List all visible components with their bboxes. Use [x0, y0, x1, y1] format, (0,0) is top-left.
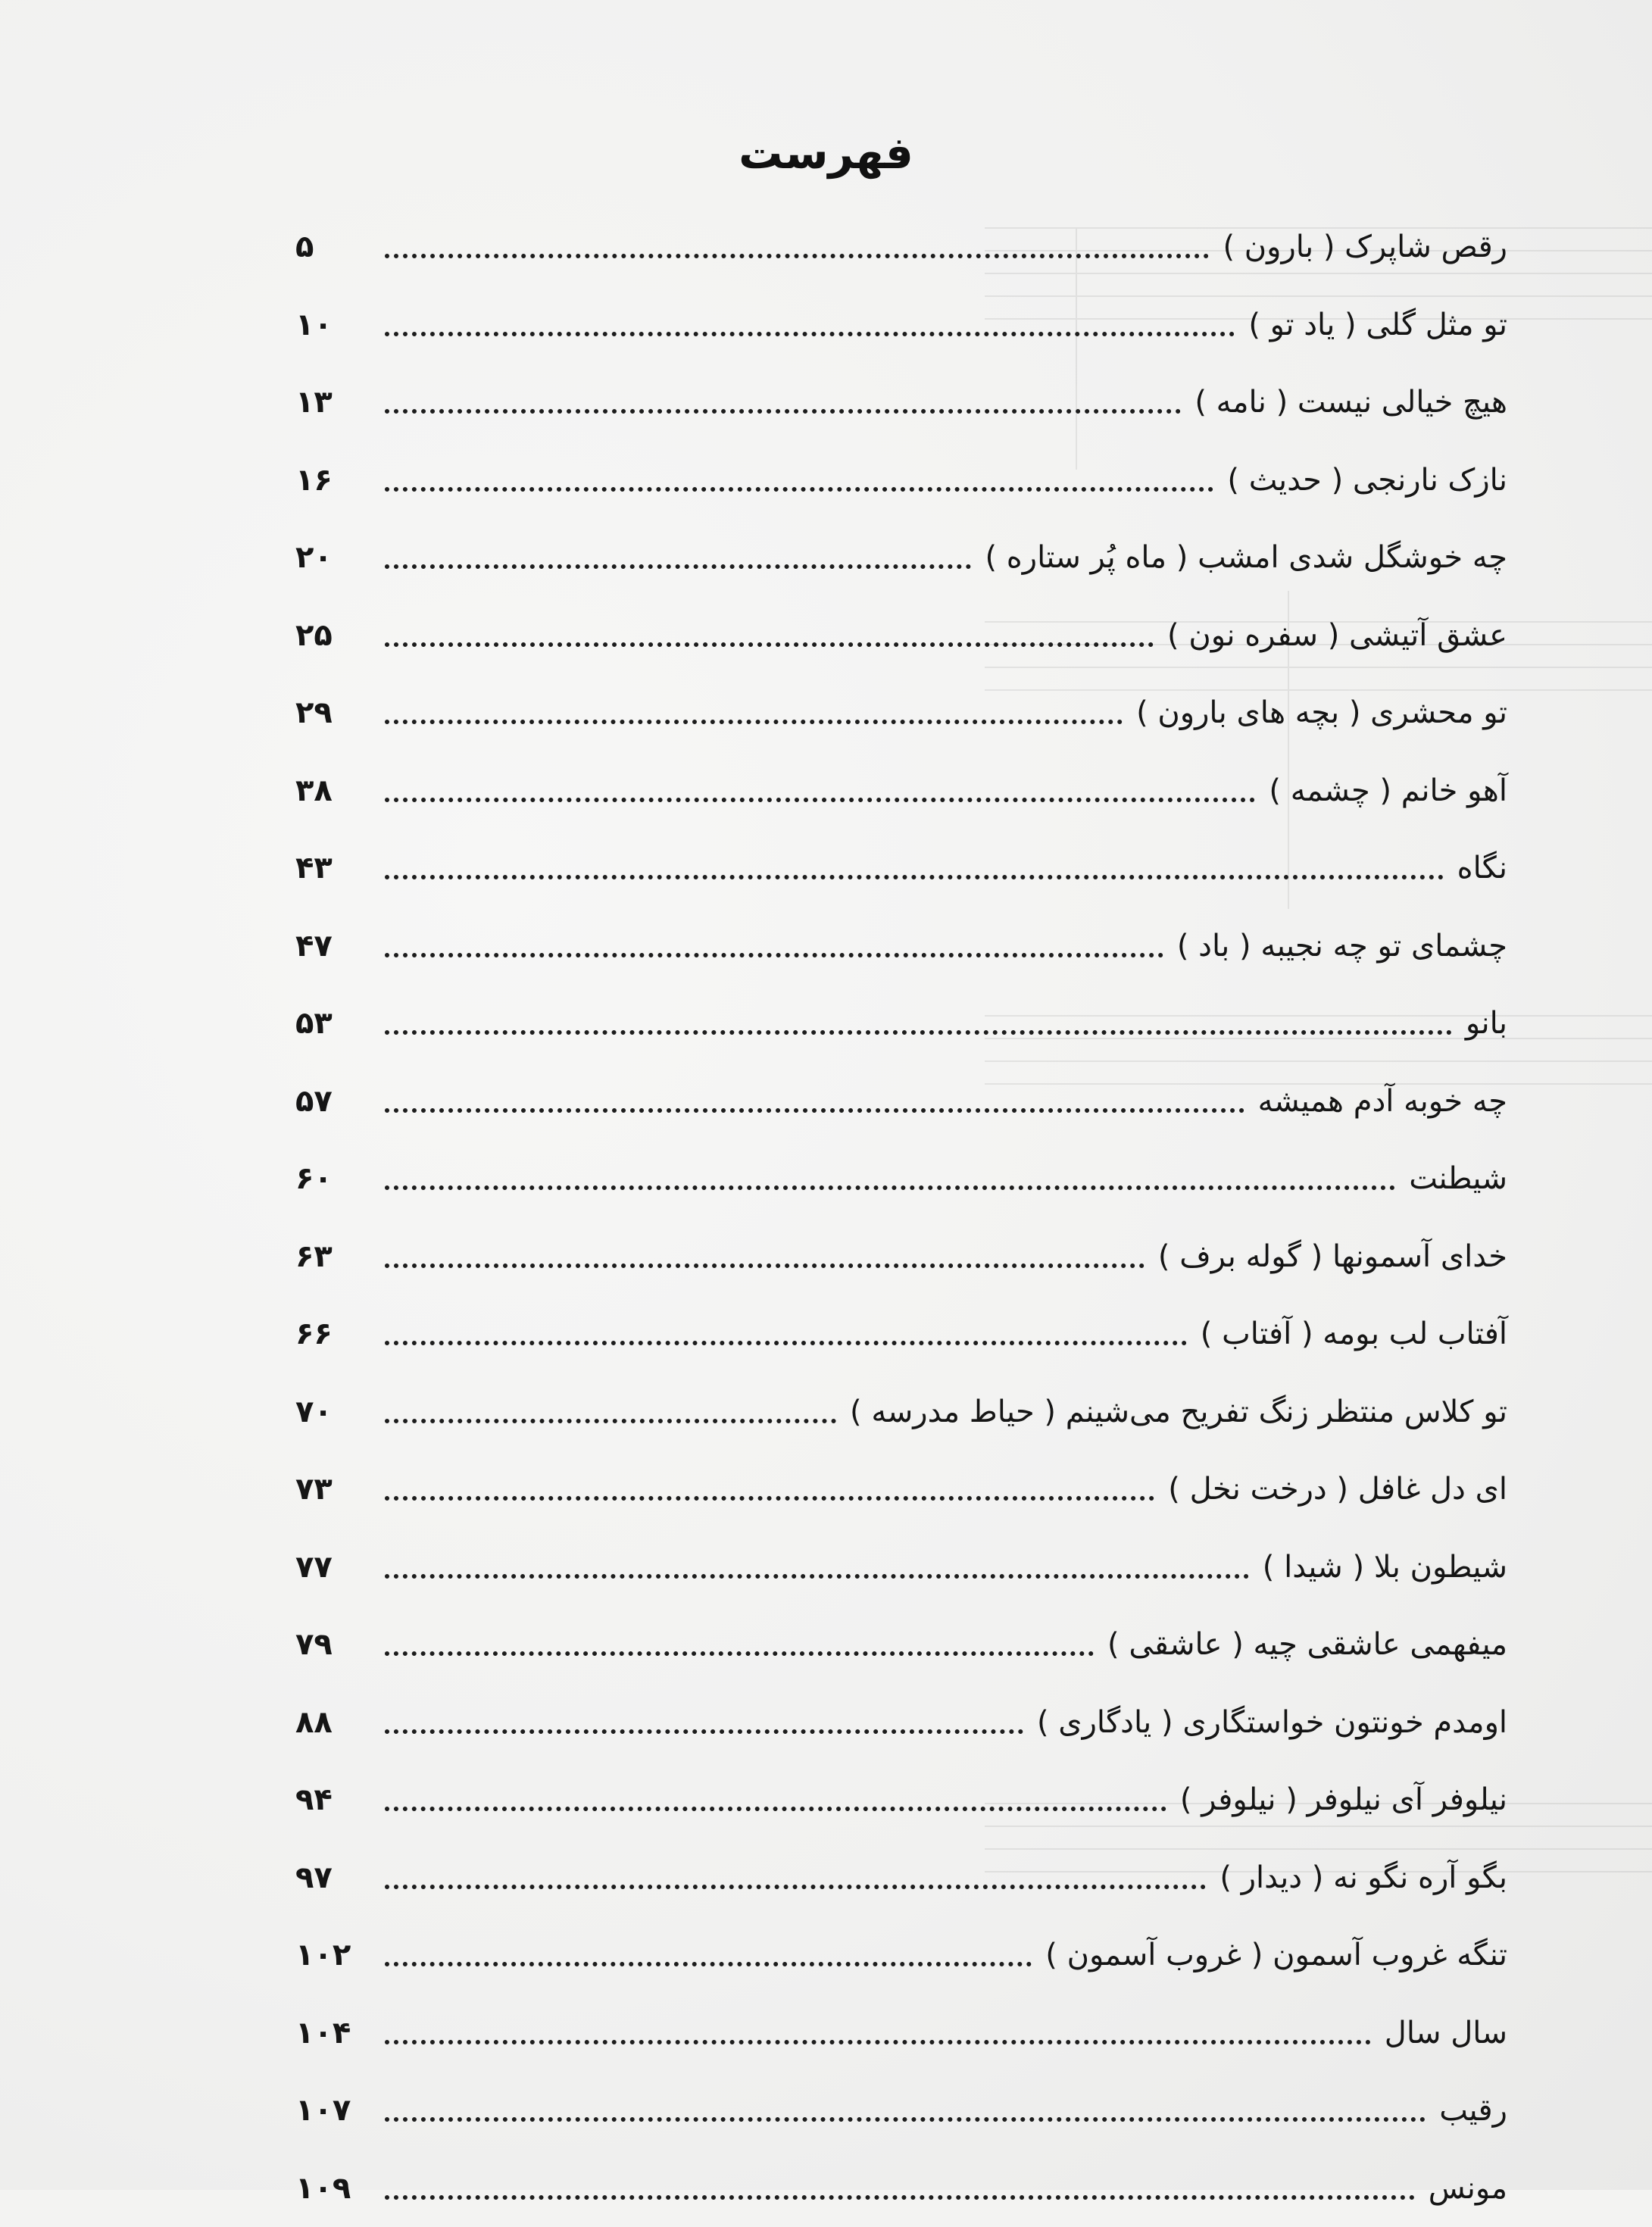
dot-leader	[385, 1729, 1023, 1734]
toc-entry-page-number: ۳۸	[295, 773, 379, 808]
toc-entry	[295, 1684, 1507, 1762]
toc-entry-page-number: ۸۸	[295, 1705, 379, 1740]
toc-entry-page-number: ۱۶	[295, 463, 379, 498]
dot-leader	[385, 1807, 1166, 1811]
toc-entry-title: عشق آتیشی ( سفره نون )	[1160, 618, 1507, 653]
toc-entry-title: چه خوبه آدم همیشه	[1251, 1084, 1507, 1119]
toc-entry	[295, 829, 1507, 907]
dot-leader	[385, 875, 1444, 879]
dot-leader	[385, 1108, 1244, 1113]
toc-entry	[295, 597, 1507, 675]
toc-entry	[295, 1373, 1507, 1451]
toc-entry	[295, 1839, 1507, 1917]
toc-entry-title: چشمای تو چه نجیبه ( باد )	[1170, 929, 1507, 964]
dot-leader	[385, 953, 1163, 957]
toc-entry-title: نیلوفر آی نیلوفر ( نیلوفر )	[1173, 1782, 1507, 1817]
dot-leader	[385, 1574, 1249, 1579]
dot-leader	[385, 1885, 1206, 1889]
toc-entry-page-number: ۹۴	[295, 1782, 379, 1817]
toc-entry	[295, 286, 1507, 364]
toc-entry-page-number: ۵۳	[295, 1006, 379, 1041]
dot-leader	[385, 642, 1154, 647]
toc-entry-title: نگاه	[1450, 851, 1507, 885]
toc-entry-page-number: ۷۹	[295, 1627, 379, 1662]
table-of-contents	[295, 208, 1507, 2227]
toc-entry	[295, 1451, 1507, 1529]
toc-entry-page-number: ۷۷	[295, 1550, 379, 1585]
toc-entry-page-number: ۲۹	[295, 695, 379, 730]
toc-entry-title: چه خوشگل شدی امشب ( ماه پُر ستاره )	[977, 540, 1507, 575]
toc-entry-page-number: ۵۷	[295, 1084, 379, 1119]
toc-entry-title: تو کلاس منتظر زنگ تفریح می‌شینم ( حیاط مدرسه )	[842, 1395, 1507, 1429]
toc-entry	[295, 364, 1507, 442]
toc-entry-title: رقص شاپرک ( بارون )	[1215, 230, 1507, 264]
toc-entry	[295, 1063, 1507, 1141]
dot-leader	[385, 720, 1123, 724]
toc-entry-page-number: ۶۳	[295, 1239, 379, 1274]
toc-entry-title: رقیب	[1432, 2093, 1507, 2128]
toc-entry-page-number: ۷۳	[295, 1472, 379, 1507]
page-title: فهرست	[0, 127, 1652, 179]
dot-leader	[385, 332, 1235, 336]
dot-leader	[385, 1651, 1094, 1656]
toc-entry-page-number: ۱۰۴	[295, 2016, 379, 2051]
toc-entry-page-number: ۶۶	[295, 1317, 379, 1351]
toc-entry-title: نازک نارنجی ( حدیث )	[1219, 463, 1507, 498]
toc-entry	[295, 1761, 1507, 1839]
toc-entry	[295, 442, 1507, 520]
toc-entry	[295, 752, 1507, 830]
toc-entry	[295, 1916, 1507, 1994]
toc-entry-title: سال سال	[1377, 2016, 1507, 2051]
toc-entry	[295, 519, 1507, 597]
toc-entry-page-number: ۱۰	[295, 308, 379, 342]
dot-leader	[385, 409, 1181, 414]
toc-entry	[295, 208, 1507, 286]
toc-entry-title: تو محشری ( بچه های بارون )	[1129, 695, 1507, 730]
toc-entry-page-number: ۵	[295, 230, 379, 264]
dot-leader	[385, 1263, 1145, 1268]
toc-entry-title: شیطون بلا ( شیدا )	[1255, 1550, 1507, 1585]
toc-entry-title: بگو آره نگو نه ( دیدار )	[1212, 1860, 1507, 1895]
toc-entry-title: تنگه غروب آسمون ( غروب آسمون )	[1038, 1938, 1507, 1972]
toc-entry	[295, 1295, 1507, 1373]
toc-entry-page-number: ۷۰	[295, 1395, 379, 1429]
toc-entry-title: مونس	[1421, 2171, 1507, 2206]
toc-entry-page-number: ۱۰۹	[295, 2171, 379, 2206]
dot-leader	[385, 487, 1213, 492]
toc-entry	[295, 2150, 1507, 2227]
dot-leader	[385, 2040, 1371, 2044]
dot-leader	[385, 1030, 1452, 1035]
toc-entry-title: ای دل غافل ( درخت نخل )	[1160, 1472, 1507, 1507]
toc-entry-page-number: ۹۷	[295, 1860, 379, 1895]
toc-entry-title: شیطنت	[1401, 1161, 1507, 1196]
toc-entry-title: آهو خانم ( چشمه )	[1261, 773, 1507, 808]
toc-entry-page-number: ۲۵	[295, 618, 379, 653]
dot-leader	[385, 2195, 1415, 2200]
toc-entry	[295, 2072, 1507, 2150]
toc-entry-title: اومدم خونتون خواستگاری ( یادگاری )	[1029, 1705, 1507, 1740]
dot-leader	[385, 1419, 836, 1423]
toc-entry-title: خدای آسمونها ( گوله برف )	[1151, 1239, 1507, 1274]
toc-entry-page-number: ۱۰۷	[295, 2093, 379, 2128]
toc-entry-title: هیچ خیالی نیست ( نامه )	[1187, 385, 1507, 420]
toc-entry	[295, 1529, 1507, 1607]
dot-leader	[385, 1962, 1032, 1966]
dot-leader	[385, 254, 1209, 258]
dot-leader	[385, 2117, 1426, 2122]
toc-entry	[295, 674, 1507, 752]
toc-entry-title: بانو	[1458, 1006, 1507, 1041]
toc-entry-page-number: ۲۰	[295, 540, 379, 575]
toc-entry-page-number: ۴۳	[295, 851, 379, 885]
toc-entry-title: میفهمی عاشقی چیه ( عاشقی )	[1100, 1627, 1507, 1662]
dot-leader	[385, 798, 1255, 802]
toc-entry-page-number: ۴۷	[295, 929, 379, 964]
toc-entry	[295, 1218, 1507, 1296]
toc-entry	[295, 1140, 1507, 1218]
toc-entry	[295, 1606, 1507, 1684]
toc-entry	[295, 985, 1507, 1063]
dot-leader	[385, 564, 971, 569]
toc-entry-page-number: ۱۰۲	[295, 1938, 379, 1972]
dot-leader	[385, 1341, 1187, 1345]
toc-entry-title: تو مثل گلی ( یاد تو )	[1241, 308, 1507, 342]
toc-entry	[295, 1994, 1507, 2072]
dot-leader	[385, 1185, 1395, 1190]
toc-entry-title: آفتاب لب بومه ( آفتاب )	[1193, 1317, 1507, 1351]
dot-leader	[385, 1496, 1154, 1501]
toc-entry-page-number: ۱۳	[295, 385, 379, 420]
toc-entry-page-number: ۶۰	[295, 1161, 379, 1196]
toc-entry	[295, 907, 1507, 985]
